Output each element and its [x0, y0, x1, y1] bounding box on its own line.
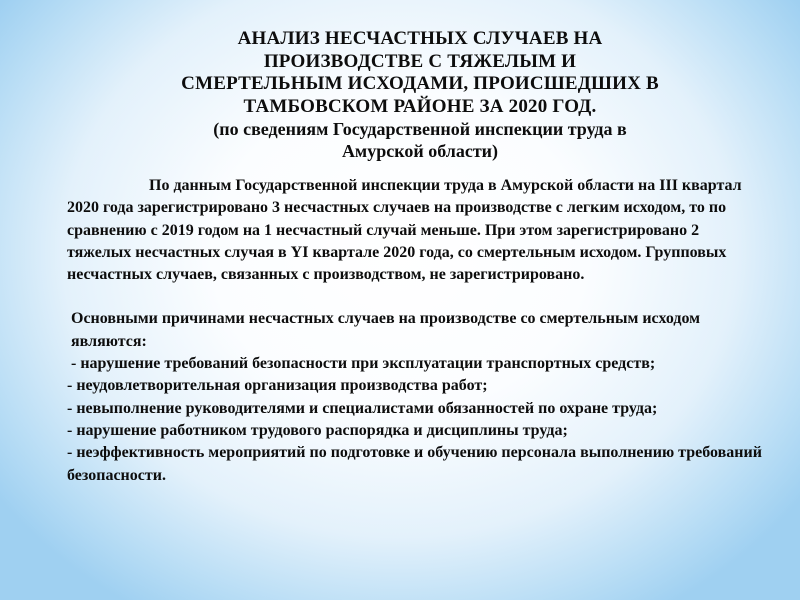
statistics-paragraph: По данным Государственной инспекции труда в Амурской области на III квартал 2020 года зарегистрировано 3 несчастных случаев на производстве с легким исходом, то по сравнению с 2019 годом на 1 несчастный случай меньше. При этом зарегистрировано 2 тяжелых несчастных случая в YI квартале 2020 года, со смертельным исходом. Групповых несчастных случаев, связанных с производством, не зарегистрировано.	[67, 177, 742, 284]
cause-item: - неэффективность мероприятий по подготовке и обучению персонала выполнению требований безопасности.	[67, 444, 762, 484]
cause-item: - нарушение требований безопасности при эксплуатации транспортных средств;	[71, 355, 656, 373]
paragraph-spacer	[67, 286, 767, 308]
causes-intro: Основными причинами несчастных случаев на производстве со смертельным исходом являются:	[71, 310, 701, 350]
slide-subtitle: (по сведениям Государственной инспекции труда в Амурской области)	[213, 119, 627, 161]
slide-body	[67, 175, 767, 487]
cause-item: - невыполнение руководителями и специалистами обязанностей по охране труда;	[67, 399, 658, 417]
slide-title: АНАЛИЗ НЕСЧАСТНЫХ СЛУЧАЕВ НА ПРОИЗВОДСТВЕ С ТЯЖЕЛЫМ И СМЕРТЕЛЬНЫМ ИСХОДАМИ, ПРОИСШЕДШИХ В ТАМБОВСКОМ РАЙОНЕ ЗА 2020 ГОД.	[181, 28, 659, 117]
cause-item: - неудовлетворительная организация производства работ;	[67, 377, 488, 395]
cause-item: - нарушение работником трудового распорядка и дисциплины труда;	[67, 421, 568, 439]
